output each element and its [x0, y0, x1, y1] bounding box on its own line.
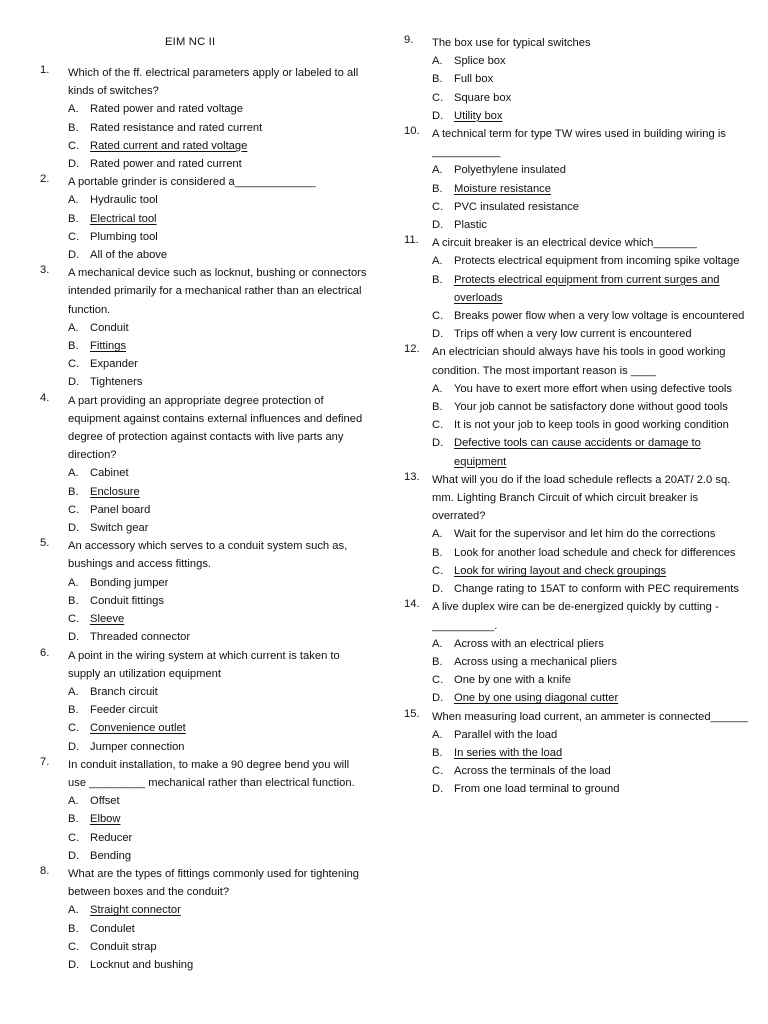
- question-11: [404, 234, 749, 343]
- answer-option: [68, 956, 370, 974]
- option-letter: B.: [68, 594, 79, 607]
- option-letter: D.: [432, 219, 444, 232]
- option-list: [404, 525, 749, 598]
- option-text: Locknut and bushing: [90, 958, 194, 971]
- option-list: [404, 726, 749, 799]
- question-text: A portable grinder is considered a_____________: [68, 176, 316, 189]
- option-letter: C.: [68, 139, 80, 152]
- answer-option: [432, 380, 749, 398]
- correct-answer-text: Moisture resistance: [454, 182, 551, 195]
- answer-option: [68, 938, 370, 956]
- option-letter: A.: [432, 728, 443, 741]
- option-text: Trips off when a very low current is encountered: [454, 328, 692, 341]
- answer-option: [432, 307, 749, 325]
- option-letter: A.: [68, 103, 79, 116]
- answer-option: [432, 70, 749, 88]
- question-text: A point in the wiring system at which current is taken to supply an utilization equipment: [68, 649, 340, 680]
- answer-option: [68, 246, 370, 264]
- option-text: Panel board: [90, 503, 151, 516]
- answer-option: [68, 574, 370, 592]
- answer-option: [432, 689, 749, 707]
- answer-option: [68, 920, 370, 938]
- correct-answer-text: Defective tools can cause accidents or damage to equipment: [454, 437, 701, 468]
- answer-option: [68, 901, 370, 919]
- answer-option: [432, 635, 749, 653]
- question-number: 1.: [40, 64, 50, 76]
- question-number: 10.: [404, 125, 420, 138]
- option-text: Offset: [90, 795, 120, 808]
- option-text: Wait for the supervisor and let him do the corrections: [454, 528, 716, 541]
- question-number: 2.: [40, 173, 50, 186]
- option-letter: A.: [68, 685, 79, 698]
- option-letter: B.: [68, 485, 79, 498]
- option-text: Across using a mechanical pliers: [454, 655, 617, 668]
- option-letter: B.: [68, 340, 79, 353]
- correct-answer-text: Elbow: [90, 813, 121, 826]
- option-list: [40, 191, 370, 264]
- option-letter: D.: [432, 583, 444, 596]
- answer-option: [432, 52, 749, 70]
- option-text: Rated resistance and rated current: [90, 121, 263, 134]
- answer-option: [68, 683, 370, 701]
- option-text: Bending: [90, 849, 132, 862]
- answer-option: [432, 252, 749, 270]
- question-7: [40, 756, 370, 865]
- option-letter: C.: [68, 722, 80, 735]
- question-text: A technical term for type TW wires used in building wiring is ___________: [432, 128, 726, 159]
- answer-option: [68, 191, 370, 209]
- answer-option: [432, 525, 749, 543]
- question-text: What are the types of fittings commonly used for tightening between boxes and the conduit?: [68, 867, 360, 899]
- answer-option: [432, 89, 749, 107]
- answer-option: [68, 738, 370, 756]
- question-12: [404, 343, 749, 470]
- option-letter: D.: [68, 158, 80, 171]
- option-letter: D.: [68, 249, 80, 262]
- question-number: 14.: [404, 598, 420, 611]
- question-text: An accessory which serves to a conduit system such as, bushings and access fittings.: [68, 540, 348, 571]
- answer-option: [68, 100, 370, 118]
- question-15: [404, 708, 749, 799]
- option-letter: C.: [68, 230, 80, 243]
- option-letter: C.: [68, 613, 80, 626]
- question-number: 12.: [404, 343, 420, 356]
- answer-option: [68, 847, 370, 865]
- option-letter: A.: [68, 194, 79, 207]
- answer-option: [68, 701, 370, 719]
- option-text: Hydraulic tool: [90, 194, 158, 207]
- option-text: Conduit fittings: [90, 594, 165, 607]
- option-letter: C.: [432, 564, 444, 577]
- answer-option: [68, 373, 370, 391]
- correct-answer-text: Sleeve: [90, 613, 125, 626]
- option-text: Bonding jumper: [90, 576, 169, 589]
- option-letter: C.: [432, 674, 444, 687]
- question-4: [40, 392, 370, 538]
- option-text: Your job cannot be satisfactory done without good tools: [454, 401, 728, 414]
- question-number: 13.: [404, 470, 420, 483]
- option-letter: B.: [68, 922, 79, 935]
- answer-option: [432, 726, 749, 744]
- question-14: [404, 598, 749, 707]
- option-letter: D.: [432, 328, 444, 341]
- question-number: 8.: [40, 864, 50, 877]
- question-text: A circuit breaker is an electrical device which_______: [432, 237, 697, 250]
- answer-option: [432, 161, 749, 179]
- option-text: Conduit strap: [90, 940, 157, 953]
- correct-answer-text: Rated current and rated voltage: [90, 139, 248, 152]
- option-text: Reducer: [90, 831, 133, 844]
- correct-answer-text: Protects electrical equipment from current surges and overloads: [454, 273, 720, 304]
- answer-option: [432, 216, 749, 234]
- answer-option: [432, 780, 749, 798]
- answer-option: [68, 319, 370, 337]
- option-letter: B.: [432, 546, 443, 559]
- answer-option: [68, 210, 370, 228]
- question-2: [40, 173, 370, 264]
- question-1: [40, 64, 370, 173]
- option-letter: D.: [68, 376, 80, 389]
- option-list: [40, 792, 370, 865]
- option-text: From one load terminal to ground: [454, 783, 620, 796]
- option-list: [40, 901, 370, 974]
- question-text: An electrician should always have his tools in good working condition. The most important reason is ____: [432, 346, 726, 377]
- option-letter: B.: [68, 704, 79, 717]
- correct-answer-text: One by one using diagonal cutter: [454, 692, 619, 705]
- option-text: Switch gear: [90, 522, 149, 535]
- question-number: 5.: [40, 537, 50, 550]
- question-number: 3.: [40, 264, 50, 277]
- left-column: [40, 64, 370, 974]
- answer-option: [68, 355, 370, 373]
- answer-option: [432, 271, 749, 307]
- question-8: [40, 865, 370, 974]
- question-number: 15.: [404, 707, 420, 720]
- correct-answer-text: Look for wiring layout and check groupings: [454, 564, 667, 577]
- option-letter: C.: [68, 940, 80, 953]
- option-letter: D.: [68, 958, 80, 971]
- question-text: Which of the ff. electrical parameters apply or labeled to all kinds of switches?: [68, 67, 359, 98]
- question-3: [40, 264, 370, 391]
- option-letter: C.: [68, 358, 80, 371]
- option-letter: B.: [432, 273, 443, 286]
- correct-answer-text: Convenience outlet: [90, 722, 186, 735]
- option-text: Change rating to 15AT to conform with PEC requirements: [454, 583, 740, 596]
- question-number: 9.: [404, 34, 414, 46]
- option-letter: C.: [432, 310, 444, 323]
- answer-option: [432, 180, 749, 198]
- option-letter: A.: [432, 637, 443, 650]
- answer-option: [432, 398, 749, 416]
- option-text: Plastic: [454, 219, 487, 232]
- option-text: Condulet: [90, 922, 135, 935]
- option-letter: B.: [432, 746, 443, 759]
- option-text: Branch circuit: [90, 685, 158, 698]
- option-letter: A.: [68, 321, 79, 334]
- option-letter: D.: [68, 522, 80, 535]
- option-list: [40, 574, 370, 647]
- option-letter: C.: [432, 765, 444, 778]
- answer-option: [68, 519, 370, 537]
- question-10: [404, 125, 749, 234]
- option-letter: B.: [68, 212, 79, 225]
- answer-option: [432, 671, 749, 689]
- option-list: [404, 252, 749, 343]
- answer-option: [432, 744, 749, 762]
- question-text: A live duplex wire can be de-energized quickly by cutting - __________.: [432, 601, 719, 632]
- option-letter: B.: [432, 73, 443, 86]
- answer-option: [432, 562, 749, 580]
- option-list: [40, 319, 370, 392]
- question-number: 6.: [40, 646, 50, 659]
- option-text: All of the above: [90, 249, 168, 262]
- option-letter: B.: [68, 121, 79, 134]
- question-text: When measuring load current, an ammeter is connected______: [432, 710, 748, 723]
- option-letter: D.: [432, 692, 444, 705]
- option-text: Rated power and rated voltage: [90, 103, 243, 116]
- question-6: [40, 647, 370, 756]
- correct-answer-text: Electrical tool: [90, 212, 157, 225]
- option-list: [404, 635, 749, 708]
- question-number: 4.: [40, 391, 50, 404]
- question-5: [40, 537, 370, 646]
- question-number: 7.: [40, 755, 50, 768]
- option-text: Across the terminals of the load: [454, 765, 611, 778]
- option-letter: A.: [432, 55, 443, 68]
- option-letter: A.: [68, 904, 79, 917]
- option-letter: C.: [68, 503, 80, 516]
- option-letter: B.: [432, 182, 443, 195]
- option-letter: A.: [432, 382, 443, 395]
- answer-option: [68, 337, 370, 355]
- answer-option: [432, 416, 749, 434]
- option-text: Parallel with the load: [454, 728, 558, 741]
- option-text: Protects electrical equipment from incoming spike voltage: [454, 255, 740, 268]
- question-number: 11.: [404, 234, 419, 247]
- option-letter: C.: [432, 200, 444, 213]
- answer-option: [432, 107, 749, 125]
- answer-option: [68, 501, 370, 519]
- option-letter: D.: [432, 109, 444, 122]
- answer-option: [432, 580, 749, 598]
- correct-answer-text: In series with the load: [454, 746, 563, 759]
- question-text: The box use for typical switches: [432, 37, 591, 49]
- option-letter: D.: [432, 783, 444, 796]
- option-text: Full box: [454, 73, 494, 86]
- option-text: Square box: [454, 91, 512, 104]
- option-list: [40, 100, 370, 173]
- option-text: It is not your job to keep tools in good working condition: [454, 419, 729, 432]
- correct-answer-text: Enclosure: [90, 485, 140, 498]
- option-text: Threaded connector: [90, 631, 191, 644]
- answer-option: [68, 628, 370, 646]
- option-text: Rated power and rated current: [90, 158, 242, 171]
- option-text: PVC insulated resistance: [454, 200, 579, 213]
- option-list: [404, 52, 749, 125]
- correct-answer-text: Fittings: [90, 340, 127, 353]
- correct-answer-text: Straight connector: [90, 904, 181, 917]
- option-letter: B.: [68, 813, 79, 826]
- answer-option: [68, 464, 370, 482]
- question-text: What will you do if the load schedule reflects a 20AT/ 2.0 sq. mm. Lighting Branch Circuit of which circuit breaker is overrated?: [432, 473, 731, 523]
- option-text: One by one with a knife: [454, 674, 571, 687]
- option-letter: A.: [432, 164, 443, 177]
- option-letter: A.: [68, 795, 79, 808]
- option-text: Expander: [90, 358, 138, 371]
- answer-option: [68, 810, 370, 828]
- option-text: Conduit: [90, 321, 129, 334]
- answer-option: [68, 155, 370, 173]
- answer-option: [68, 829, 370, 847]
- answer-option: [432, 653, 749, 671]
- question-13: [404, 471, 749, 598]
- answer-option: [68, 610, 370, 628]
- answer-option: [68, 119, 370, 137]
- option-text: Tighteners: [90, 376, 143, 389]
- question-text: A mechanical device such as locknut, bushing or connectors intended primarily for a mechanical rather than an electrical function.: [68, 267, 367, 316]
- option-text: Polyethylene insulated: [454, 164, 566, 177]
- option-text: Across with an electrical pliers: [454, 637, 604, 650]
- answer-option: [432, 198, 749, 216]
- answer-option: [68, 483, 370, 501]
- option-list: [404, 161, 749, 234]
- option-text: Splice box: [454, 55, 506, 68]
- question-9: [404, 34, 749, 125]
- option-text: Jumper connection: [90, 740, 185, 753]
- option-letter: C.: [68, 831, 80, 844]
- option-letter: D.: [68, 631, 80, 644]
- option-letter: B.: [432, 655, 443, 668]
- option-letter: A.: [432, 255, 443, 268]
- option-letter: A.: [68, 467, 79, 480]
- option-text: You have to exert more effort when using defective tools: [454, 382, 732, 395]
- question-text: In conduit installation, to make a 90 degree bend you will use _________ mechanical rather than electrical function.: [68, 758, 355, 789]
- answer-option: [68, 792, 370, 810]
- option-letter: A.: [68, 576, 79, 589]
- option-letter: B.: [432, 401, 443, 414]
- option-letter: D.: [68, 849, 80, 862]
- option-list: [404, 380, 749, 471]
- option-text: Feeder circuit: [90, 704, 158, 717]
- option-text: Plumbing tool: [90, 230, 158, 243]
- document-title: EIM NC II: [165, 36, 216, 48]
- option-list: [40, 464, 370, 537]
- answer-option: [432, 544, 749, 562]
- option-text: Cabinet: [90, 467, 129, 480]
- answer-option: [68, 592, 370, 610]
- option-text: Look for another load schedule and check for differences: [454, 546, 736, 559]
- option-letter: D.: [68, 740, 80, 753]
- answer-option: [68, 137, 370, 155]
- correct-answer-text: Utility box: [454, 109, 503, 122]
- answer-option: [432, 434, 749, 470]
- answer-option: [432, 325, 749, 343]
- answer-option: [68, 719, 370, 737]
- right-column: [404, 34, 749, 799]
- answer-option: [432, 762, 749, 780]
- option-letter: C.: [432, 419, 444, 432]
- answer-option: [68, 228, 370, 246]
- option-list: [40, 683, 370, 756]
- option-letter: A.: [432, 528, 443, 541]
- option-text: Breaks power flow when a very low voltage is encountered: [454, 310, 745, 323]
- option-letter: D.: [432, 437, 444, 450]
- question-text: A part providing an appropriate degree protection of equipment against contains external influences and defined degree of protection against contacts with live parts any direction?: [68, 394, 363, 462]
- option-letter: C.: [432, 91, 444, 104]
